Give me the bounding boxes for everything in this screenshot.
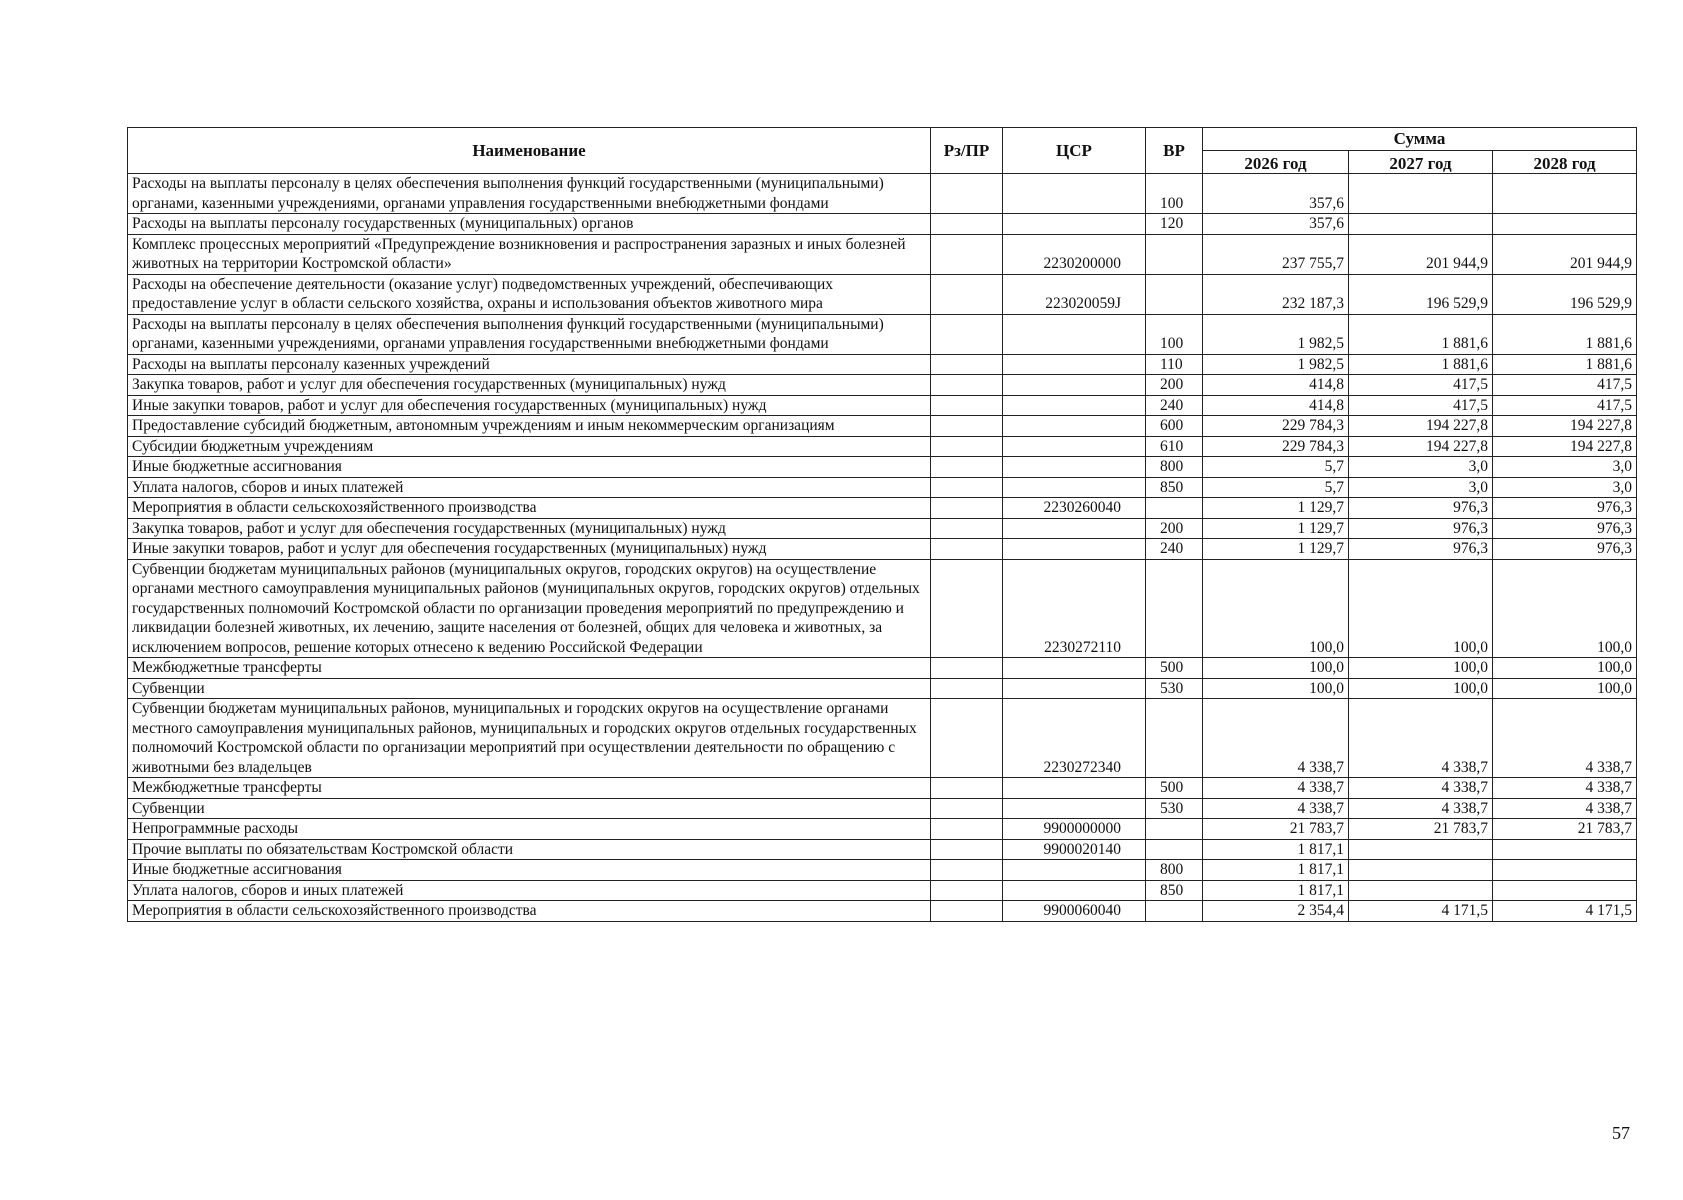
cell-2027	[1349, 880, 1493, 901]
cell-2026: 1 129,7	[1203, 498, 1349, 519]
cell-rz-pr	[931, 658, 1003, 679]
cell-rz-pr	[931, 880, 1003, 901]
cell-vr	[1146, 274, 1203, 314]
cell-vr: 100	[1146, 174, 1203, 214]
cell-2028: 976,3	[1493, 539, 1637, 560]
cell-vr: 530	[1146, 678, 1203, 699]
budget-table	[127, 127, 1637, 922]
cell-rz-pr	[931, 274, 1003, 314]
cell-name: Прочие выплаты по обязательствам Костромской области	[128, 839, 931, 860]
table-row	[128, 559, 1637, 658]
cell-2027: 3,0	[1349, 457, 1493, 478]
cell-vr: 500	[1146, 778, 1203, 799]
cell-2026: 237 755,7	[1203, 234, 1349, 274]
cell-vr: 200	[1146, 518, 1203, 539]
cell-name: Мероприятия в области сельскохозяйственного производства	[128, 901, 931, 922]
cell-csr	[1003, 436, 1146, 457]
header-year-2028: 2028 год	[1493, 151, 1637, 174]
header-vr: ВР	[1146, 128, 1203, 174]
cell-2027: 194 227,8	[1349, 416, 1493, 437]
cell-2027	[1349, 839, 1493, 860]
cell-vr	[1146, 819, 1203, 840]
cell-2026: 5,7	[1203, 457, 1349, 478]
cell-rz-pr	[931, 314, 1003, 354]
cell-rz-pr	[931, 839, 1003, 860]
cell-vr	[1146, 559, 1203, 658]
table-row	[128, 214, 1637, 235]
cell-2028: 100,0	[1493, 658, 1637, 679]
cell-2027: 1 881,6	[1349, 354, 1493, 375]
cell-vr: 850	[1146, 880, 1203, 901]
cell-2027: 194 227,8	[1349, 436, 1493, 457]
cell-csr	[1003, 798, 1146, 819]
cell-2027: 4 338,7	[1349, 798, 1493, 819]
cell-2026: 1 817,1	[1203, 839, 1349, 860]
cell-2026: 414,8	[1203, 375, 1349, 396]
cell-csr: 2230272110	[1003, 559, 1146, 658]
cell-csr	[1003, 658, 1146, 679]
cell-2027: 4 338,7	[1349, 699, 1493, 778]
cell-rz-pr	[931, 901, 1003, 922]
cell-name: Расходы на обеспечение деятельности (оказание услуг) подведомственных учреждений, обеспечивающих предоставление услуг в области сельского хозяйства, охраны и использования объектов животного мира	[128, 274, 931, 314]
cell-csr	[1003, 395, 1146, 416]
cell-2026: 5,7	[1203, 477, 1349, 498]
cell-2028: 194 227,8	[1493, 416, 1637, 437]
cell-2028: 194 227,8	[1493, 436, 1637, 457]
cell-name: Иные бюджетные ассигнования	[128, 860, 931, 881]
table-row	[128, 539, 1637, 560]
cell-name: Уплата налогов, сборов и иных платежей	[128, 880, 931, 901]
table-header	[128, 128, 1637, 174]
table-row	[128, 860, 1637, 881]
cell-2028: 4 338,7	[1493, 798, 1637, 819]
cell-2027: 3,0	[1349, 477, 1493, 498]
cell-name: Закупка товаров, работ и услуг для обеспечения государственных (муниципальных) нужд	[128, 518, 931, 539]
cell-name: Комплекс процессных мероприятий «Предупреждение возникновения и распространения заразных и иных болезней животных на территории Костромской области»	[128, 234, 931, 274]
cell-2026: 229 784,3	[1203, 436, 1349, 457]
table-row	[128, 518, 1637, 539]
cell-csr: 2230272340	[1003, 699, 1146, 778]
cell-2026: 1 129,7	[1203, 518, 1349, 539]
cell-rz-pr	[931, 699, 1003, 778]
cell-2028: 4 338,7	[1493, 699, 1637, 778]
cell-2027: 4 171,5	[1349, 901, 1493, 922]
cell-csr	[1003, 518, 1146, 539]
table-row	[128, 314, 1637, 354]
cell-rz-pr	[931, 395, 1003, 416]
cell-2027: 417,5	[1349, 395, 1493, 416]
table-row	[128, 839, 1637, 860]
cell-2026: 100,0	[1203, 658, 1349, 679]
cell-2027: 976,3	[1349, 518, 1493, 539]
cell-vr	[1146, 839, 1203, 860]
cell-csr	[1003, 354, 1146, 375]
cell-2026: 4 338,7	[1203, 798, 1349, 819]
cell-name: Расходы на выплаты персоналу государственных (муниципальных) органов	[128, 214, 931, 235]
table-row	[128, 699, 1637, 778]
table-row	[128, 436, 1637, 457]
cell-vr: 120	[1146, 214, 1203, 235]
cell-rz-pr	[931, 539, 1003, 560]
cell-rz-pr	[931, 375, 1003, 396]
cell-vr: 200	[1146, 375, 1203, 396]
cell-2026: 1 129,7	[1203, 539, 1349, 560]
cell-2027: 196 529,9	[1349, 274, 1493, 314]
cell-2028	[1493, 174, 1637, 214]
cell-csr	[1003, 477, 1146, 498]
cell-name: Уплата налогов, сборов и иных платежей	[128, 477, 931, 498]
cell-2026: 357,6	[1203, 174, 1349, 214]
cell-name: Мероприятия в области сельскохозяйственного производства	[128, 498, 931, 519]
cell-2027	[1349, 174, 1493, 214]
table-row	[128, 457, 1637, 478]
cell-2027: 100,0	[1349, 678, 1493, 699]
cell-name: Субвенции	[128, 678, 931, 699]
table-row	[128, 234, 1637, 274]
cell-csr	[1003, 174, 1146, 214]
header-csr: ЦСР	[1003, 128, 1146, 174]
cell-rz-pr	[931, 860, 1003, 881]
cell-vr	[1146, 234, 1203, 274]
cell-csr	[1003, 375, 1146, 396]
cell-rz-pr	[931, 174, 1003, 214]
table-row	[128, 819, 1637, 840]
cell-name: Расходы на выплаты персоналу в целях обеспечения выполнения функций государственными (муниципальными) органами, казенными учреждениями, органами управления государственными внебюджетными фондами	[128, 174, 931, 214]
cell-rz-pr	[931, 678, 1003, 699]
table-row	[128, 498, 1637, 519]
table-row	[128, 658, 1637, 679]
table-row	[128, 901, 1637, 922]
cell-vr: 530	[1146, 798, 1203, 819]
cell-2026: 100,0	[1203, 559, 1349, 658]
cell-name: Предоставление субсидий бюджетным, автономным учреждениям и иным некоммерческим организациям	[128, 416, 931, 437]
cell-2027: 100,0	[1349, 658, 1493, 679]
cell-name: Иные закупки товаров, работ и услуг для обеспечения государственных (муниципальных) нужд	[128, 539, 931, 560]
cell-csr: 223020059J	[1003, 274, 1146, 314]
cell-csr	[1003, 778, 1146, 799]
cell-csr	[1003, 678, 1146, 699]
cell-name: Закупка товаров, работ и услуг для обеспечения государственных (муниципальных) нужд	[128, 375, 931, 396]
cell-2026: 100,0	[1203, 678, 1349, 699]
cell-csr	[1003, 860, 1146, 881]
cell-rz-pr	[931, 354, 1003, 375]
cell-csr: 9900020140	[1003, 839, 1146, 860]
cell-csr	[1003, 314, 1146, 354]
cell-csr: 9900000000	[1003, 819, 1146, 840]
cell-vr: 610	[1146, 436, 1203, 457]
cell-2028	[1493, 839, 1637, 860]
cell-2027: 976,3	[1349, 539, 1493, 560]
cell-csr	[1003, 539, 1146, 560]
cell-csr: 9900060040	[1003, 901, 1146, 922]
cell-name: Межбюджетные трансферты	[128, 658, 931, 679]
cell-2028: 3,0	[1493, 457, 1637, 478]
table-row	[128, 274, 1637, 314]
cell-2026: 232 187,3	[1203, 274, 1349, 314]
cell-vr: 240	[1146, 539, 1203, 560]
cell-2028: 1 881,6	[1493, 314, 1637, 354]
cell-2027: 417,5	[1349, 375, 1493, 396]
cell-rz-pr	[931, 798, 1003, 819]
table-row	[128, 395, 1637, 416]
cell-vr: 800	[1146, 860, 1203, 881]
cell-vr: 110	[1146, 354, 1203, 375]
table-row	[128, 798, 1637, 819]
cell-2027: 1 881,6	[1349, 314, 1493, 354]
cell-csr	[1003, 416, 1146, 437]
cell-rz-pr	[931, 416, 1003, 437]
cell-2028: 3,0	[1493, 477, 1637, 498]
cell-2027: 21 783,7	[1349, 819, 1493, 840]
cell-vr: 240	[1146, 395, 1203, 416]
header-year-2026: 2026 год	[1203, 151, 1349, 174]
table-row	[128, 416, 1637, 437]
cell-rz-pr	[931, 234, 1003, 274]
cell-name: Расходы на выплаты персоналу в целях обеспечения выполнения функций государственными (муниципальными) органами, казенными учреждениями, органами управления государственными внебюджетными фондами	[128, 314, 931, 354]
cell-rz-pr	[931, 214, 1003, 235]
cell-vr: 600	[1146, 416, 1203, 437]
cell-csr	[1003, 214, 1146, 235]
cell-2026: 1 982,5	[1203, 354, 1349, 375]
cell-vr	[1146, 901, 1203, 922]
table-row	[128, 477, 1637, 498]
cell-2027: 100,0	[1349, 559, 1493, 658]
cell-rz-pr	[931, 457, 1003, 478]
cell-2028	[1493, 214, 1637, 235]
cell-csr	[1003, 457, 1146, 478]
cell-name: Субвенции	[128, 798, 931, 819]
cell-2028	[1493, 860, 1637, 881]
cell-name: Субвенции бюджетам муниципальных районов (муниципальных округов, городских округов) на осуществление органами местного самоуправления муниципальных районов (муниципальных округов, городских округов) отдельных государственных полномочий Костромской области по организации проведения мероприятий по предупреждению и ликвидации болезней животных, их лечению, защите населения от болезней, общих для человека и животных, за исключением вопросов, решение которых отнесено к ведению Российской Федерации	[128, 559, 931, 658]
cell-2026: 357,6	[1203, 214, 1349, 235]
cell-name: Субвенции бюджетам муниципальных районов, муниципальных и городских округов на осуществление органами местного самоуправления муниципальных районов, муниципальных и городских округов отдельных государственных полномочий Костромской области по организации мероприятий при осуществлении деятельности по обращению с животными без владельцев	[128, 699, 931, 778]
table-row	[128, 778, 1637, 799]
table-body	[128, 174, 1637, 922]
cell-rz-pr	[931, 518, 1003, 539]
cell-csr: 2230260040	[1003, 498, 1146, 519]
cell-2028: 976,3	[1493, 518, 1637, 539]
cell-vr: 850	[1146, 477, 1203, 498]
cell-2026: 21 783,7	[1203, 819, 1349, 840]
table-row	[128, 880, 1637, 901]
header-name: Наименование	[128, 128, 931, 174]
cell-2026: 1 817,1	[1203, 860, 1349, 881]
header-sum: Сумма	[1203, 128, 1637, 151]
cell-csr: 2230200000	[1003, 234, 1146, 274]
cell-name: Иные закупки товаров, работ и услуг для обеспечения государственных (муниципальных) нужд	[128, 395, 931, 416]
cell-2028: 100,0	[1493, 559, 1637, 658]
table-row	[128, 354, 1637, 375]
cell-2027	[1349, 860, 1493, 881]
cell-vr	[1146, 498, 1203, 519]
cell-2028: 417,5	[1493, 375, 1637, 396]
cell-2026: 229 784,3	[1203, 416, 1349, 437]
cell-name: Иные бюджетные ассигнования	[128, 457, 931, 478]
cell-2028: 100,0	[1493, 678, 1637, 699]
page-number: 57	[1612, 1123, 1630, 1143]
cell-2028: 417,5	[1493, 395, 1637, 416]
cell-2026: 414,8	[1203, 395, 1349, 416]
cell-2026: 4 338,7	[1203, 699, 1349, 778]
cell-rz-pr	[931, 498, 1003, 519]
cell-2027	[1349, 214, 1493, 235]
cell-name: Непрограммные расходы	[128, 819, 931, 840]
cell-name: Межбюджетные трансферты	[128, 778, 931, 799]
cell-2028: 201 944,9	[1493, 234, 1637, 274]
table-row	[128, 375, 1637, 396]
cell-rz-pr	[931, 559, 1003, 658]
cell-rz-pr	[931, 819, 1003, 840]
cell-2028: 4 338,7	[1493, 778, 1637, 799]
cell-csr	[1003, 880, 1146, 901]
table-row	[128, 678, 1637, 699]
cell-2026: 2 354,4	[1203, 901, 1349, 922]
cell-2028: 4 171,5	[1493, 901, 1637, 922]
cell-rz-pr	[931, 436, 1003, 457]
cell-vr: 800	[1146, 457, 1203, 478]
cell-2026: 4 338,7	[1203, 778, 1349, 799]
cell-vr	[1146, 699, 1203, 778]
cell-2027: 4 338,7	[1349, 778, 1493, 799]
cell-vr: 100	[1146, 314, 1203, 354]
cell-2026: 1 817,1	[1203, 880, 1349, 901]
cell-2028: 1 881,6	[1493, 354, 1637, 375]
cell-name: Субсидии бюджетным учреждениям	[128, 436, 931, 457]
header-year-2027: 2027 год	[1349, 151, 1493, 174]
cell-2028: 196 529,9	[1493, 274, 1637, 314]
cell-vr: 500	[1146, 658, 1203, 679]
cell-2027: 976,3	[1349, 498, 1493, 519]
cell-2028	[1493, 880, 1637, 901]
cell-name: Расходы на выплаты персоналу казенных учреждений	[128, 354, 931, 375]
cell-rz-pr	[931, 778, 1003, 799]
header-rz-pr: Рз/ПР	[931, 128, 1003, 174]
table-row	[128, 174, 1637, 214]
cell-2027: 201 944,9	[1349, 234, 1493, 274]
cell-2026: 1 982,5	[1203, 314, 1349, 354]
cell-2028: 976,3	[1493, 498, 1637, 519]
cell-2028: 21 783,7	[1493, 819, 1637, 840]
cell-rz-pr	[931, 477, 1003, 498]
